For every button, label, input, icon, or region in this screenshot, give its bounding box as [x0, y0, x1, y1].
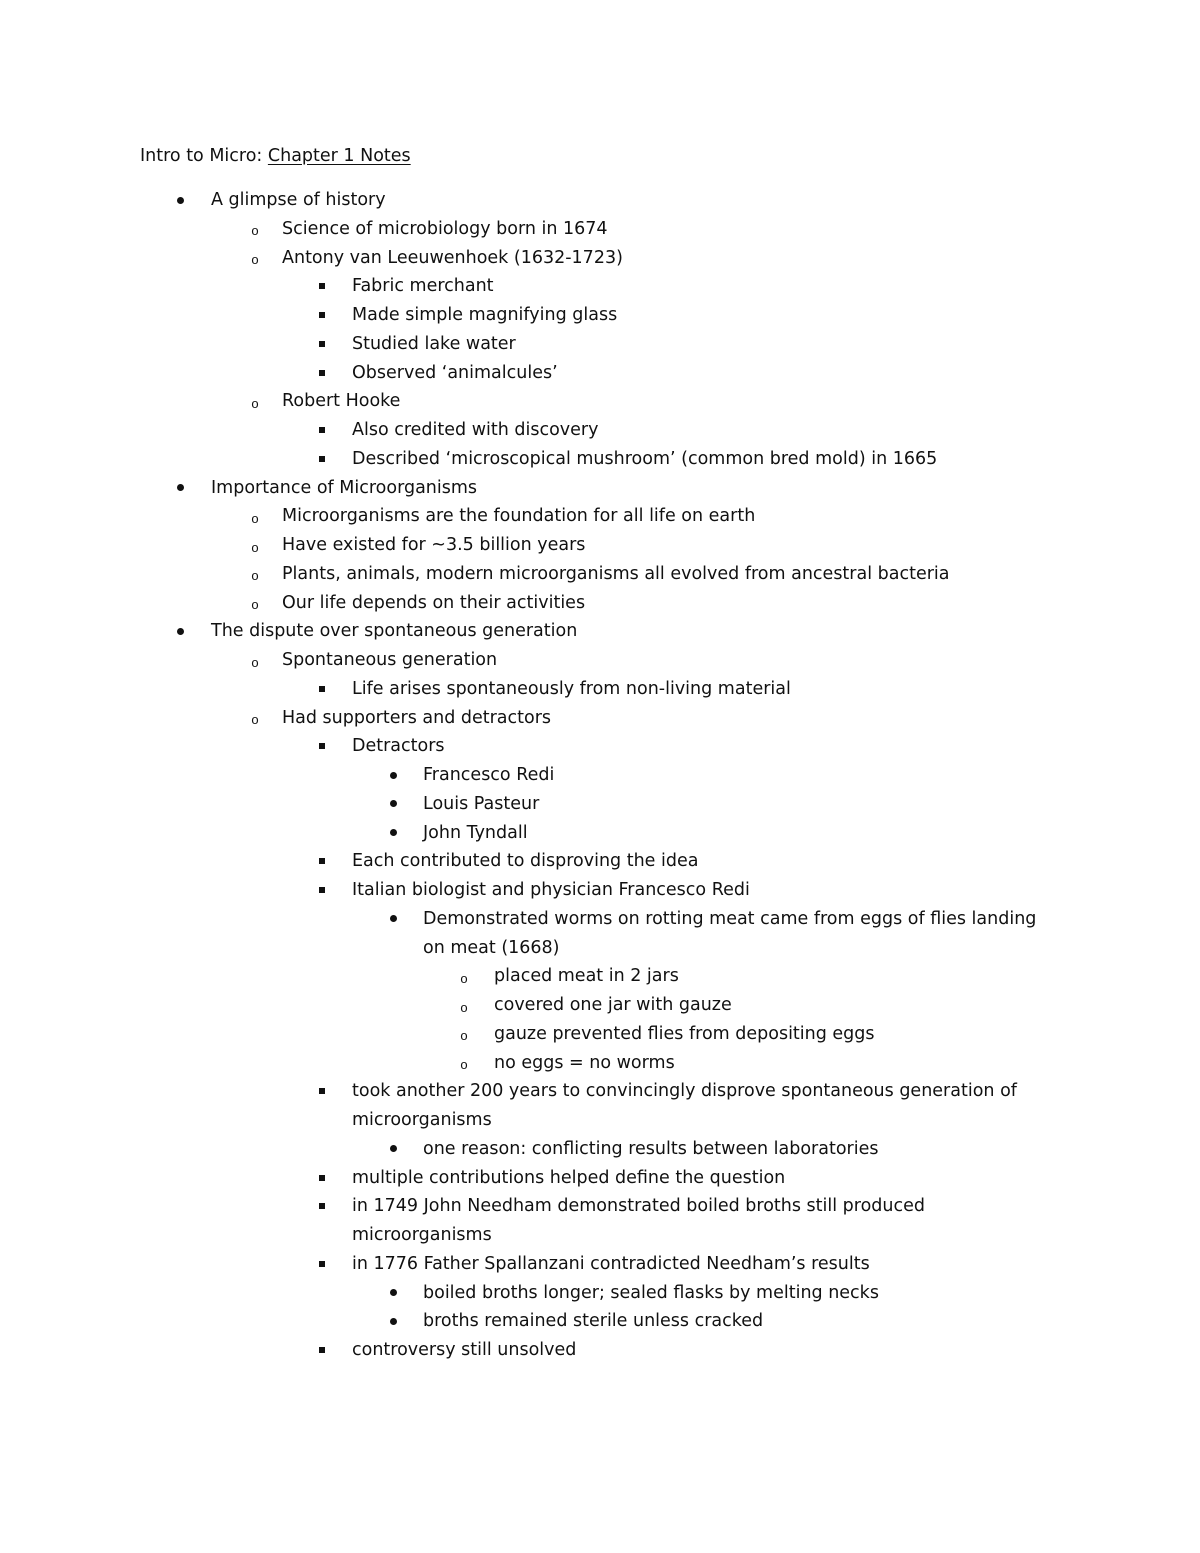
- square-marker-icon: [312, 677, 332, 701]
- outline-item-text: Life arises spontaneously from non-living material: [352, 678, 791, 699]
- outline-item-text: Plants, animals, modern microorganisms all evolved from ancestral bacteria: [282, 563, 950, 584]
- outline-item-text: no eggs = no worms: [494, 1052, 675, 1073]
- circle-marker-icon: [245, 217, 265, 241]
- square-marker-icon: [312, 418, 332, 442]
- outline-item-text: on meat (1668): [423, 937, 560, 958]
- outline-item-text: microorganisms: [352, 1225, 492, 1245]
- outline-item: [0, 476, 1200, 505]
- square-marker-icon: [312, 1166, 332, 1190]
- bullet-marker-icon: [383, 821, 403, 845]
- outline-item: [0, 188, 1200, 217]
- outline-item-text: Spontaneous generation: [282, 650, 498, 670]
- square-marker-icon: [312, 1079, 332, 1103]
- outline-item: [0, 993, 1200, 1022]
- outline-item: [0, 677, 1200, 706]
- outline-item: [0, 217, 1200, 246]
- square-marker-icon: [312, 332, 332, 356]
- outline-item-text: in 1776 Father Spallanzani contradicted Needham’s results: [352, 1253, 870, 1274]
- outline-item: [0, 734, 1200, 763]
- bullet-marker-icon: [383, 1281, 403, 1305]
- outline-item: [0, 418, 1200, 447]
- outline-item-text: Detractors: [352, 736, 445, 757]
- outline-item-text: Also credited with discovery: [352, 420, 599, 440]
- square-marker-icon: [312, 734, 332, 758]
- outline-item: [0, 648, 1200, 677]
- outline-item-text: placed meat in 2 jars: [494, 966, 679, 987]
- circle-marker-icon: [245, 504, 265, 528]
- outline-item: [0, 1223, 1200, 1252]
- outline-item: [0, 936, 1200, 965]
- square-marker-icon: [312, 1252, 332, 1276]
- outline-item: [0, 562, 1200, 591]
- circle-marker-icon: [245, 389, 265, 413]
- square-marker-icon: [312, 849, 332, 873]
- outline-item-text: Demonstrated worms on rotting meat came from eggs of flies landing: [423, 908, 1037, 929]
- page-title: [140, 144, 411, 168]
- title-chapter: Chapter 1 Notes: [267, 146, 411, 166]
- outline-item-text: Science of microbiology born in 1674: [282, 218, 608, 239]
- outline-item-text: The dispute over spontaneous generation: [211, 621, 578, 642]
- outline-item-text: Importance of Microorganisms: [211, 477, 478, 498]
- circle-marker-icon: [245, 246, 265, 270]
- outline-item-text: in 1749 John Needham demonstrated boiled broths still produced: [352, 1196, 925, 1217]
- outline-item-text: Observed ‘animalcules’: [352, 362, 558, 383]
- outline-item: [0, 1108, 1200, 1137]
- outline-item-text: Francesco Redi: [423, 765, 555, 785]
- outline-item: [0, 1309, 1200, 1338]
- outline-item-text: Fabric merchant: [352, 276, 494, 297]
- square-marker-icon: [312, 303, 332, 327]
- outline-item: [0, 964, 1200, 993]
- square-marker-icon: [312, 274, 332, 298]
- bullet-marker-icon: [383, 1309, 403, 1333]
- outline-item: [0, 533, 1200, 562]
- bullet-marker-icon: [383, 907, 403, 931]
- outline-item: [0, 274, 1200, 303]
- outline-item-text: Have existed for ~3.5 billion years: [282, 535, 586, 555]
- bullet-marker-icon: [170, 188, 190, 212]
- outline-item-text: covered one jar with gauze: [494, 995, 732, 1015]
- circle-marker-icon: [454, 1051, 474, 1075]
- square-marker-icon: [312, 361, 332, 385]
- outline-item-text: Made simple magnifying glass: [352, 305, 618, 325]
- outline-item: [0, 1194, 1200, 1223]
- outline-item-text: one reason: conflicting results between laboratories: [423, 1138, 879, 1159]
- outline-item: [0, 1281, 1200, 1310]
- outline-item-text: boiled broths longer; sealed flasks by melting necks: [423, 1282, 879, 1303]
- outline-item: [0, 1051, 1200, 1080]
- outline-item-text: Microorganisms are the foundation for all life on earth: [282, 506, 756, 527]
- outline-item-text: Our life depends on their activities: [282, 592, 586, 613]
- outline-item-text: Described ‘microscopical mushroom’ (common bred mold) in 1665: [352, 448, 938, 469]
- circle-marker-icon: [245, 591, 265, 615]
- outline-item-text: gauze prevented flies from depositing eggs: [494, 1023, 875, 1044]
- outline-item: [0, 792, 1200, 821]
- bullet-marker-icon: [383, 792, 403, 816]
- outline-item: [0, 591, 1200, 620]
- outline-item: [0, 332, 1200, 361]
- circle-marker-icon: [245, 648, 265, 672]
- outline-item-text: John Tyndall: [423, 822, 528, 843]
- title-prefix: Intro to Micro:: [140, 146, 268, 166]
- square-marker-icon: [312, 447, 332, 471]
- circle-marker-icon: [245, 706, 265, 730]
- bullet-marker-icon: [170, 476, 190, 500]
- outline-item: [0, 1022, 1200, 1051]
- outline-item: [0, 1166, 1200, 1195]
- bullet-marker-icon: [170, 619, 190, 643]
- outline-item: [0, 849, 1200, 878]
- outline-item: [0, 504, 1200, 533]
- circle-marker-icon: [454, 1022, 474, 1046]
- square-marker-icon: [312, 1338, 332, 1362]
- outline-item-text: microorganisms: [352, 1110, 492, 1130]
- outline-item: [0, 907, 1200, 936]
- circle-marker-icon: [454, 964, 474, 988]
- outline-item-text: multiple contributions helped define the question: [352, 1167, 786, 1188]
- bullet-marker-icon: [383, 1137, 403, 1161]
- outline-item-text: Studied lake water: [352, 333, 516, 354]
- outline-item: [0, 763, 1200, 792]
- outline-item-text: controversy still unsolved: [352, 1340, 577, 1360]
- outline-item: [0, 389, 1200, 418]
- outline-item: [0, 1079, 1200, 1108]
- square-marker-icon: [312, 878, 332, 902]
- outline-item: [0, 1252, 1200, 1281]
- outline-item-text: took another 200 years to convincingly disprove spontaneous generation of: [352, 1081, 1017, 1102]
- circle-marker-icon: [245, 562, 265, 586]
- outline-item-text: broths remained sterile unless cracked: [423, 1311, 764, 1332]
- outline-item: [0, 447, 1200, 476]
- outline-item: [0, 246, 1200, 275]
- circle-marker-icon: [245, 533, 265, 557]
- outline-item: [0, 361, 1200, 390]
- outline-item-text: Had supporters and detractors: [282, 707, 552, 728]
- outline-item-text: Louis Pasteur: [423, 793, 540, 814]
- outline-item: [0, 619, 1200, 648]
- outline-item-text: Antony van Leeuwenhoek (1632-1723): [282, 247, 623, 268]
- outline-item-text: Each contributed to disproving the idea: [352, 851, 699, 872]
- bullet-marker-icon: [383, 763, 403, 787]
- circle-marker-icon: [454, 993, 474, 1017]
- outline-item: [0, 821, 1200, 850]
- outline-item-text: A glimpse of history: [211, 190, 386, 210]
- outline-item: [0, 1137, 1200, 1166]
- square-marker-icon: [312, 1194, 332, 1218]
- outline-item-text: Robert Hooke: [282, 391, 401, 412]
- outline-item-text: Italian biologist and physician Francesco Redi: [352, 880, 750, 900]
- outline-item: [0, 706, 1200, 735]
- outline-item: [0, 303, 1200, 332]
- outline-item: [0, 878, 1200, 907]
- outline-item: [0, 1338, 1200, 1367]
